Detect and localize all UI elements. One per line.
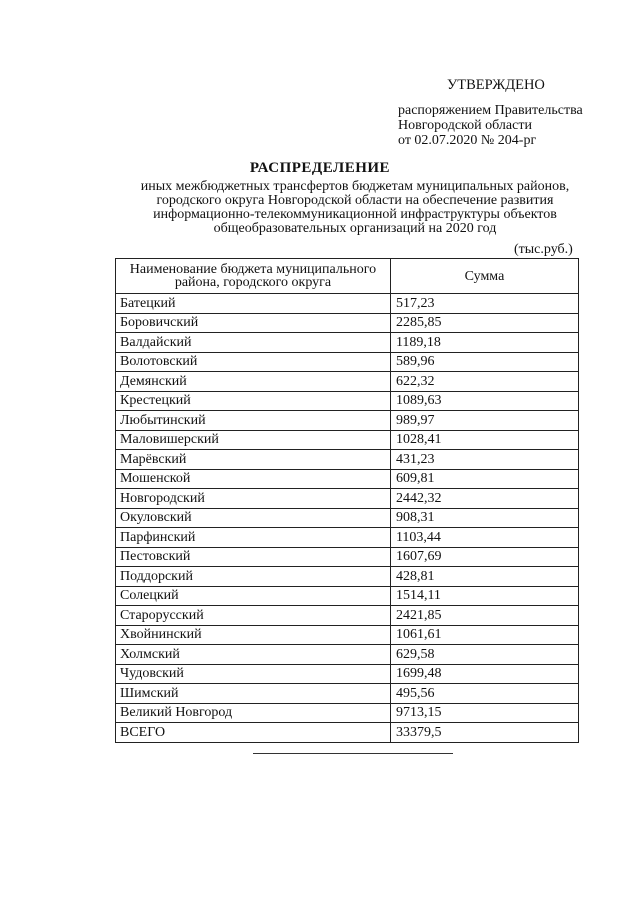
budget-name-cell: Волотовский bbox=[116, 352, 391, 372]
table-row bbox=[116, 528, 579, 548]
table-row bbox=[116, 723, 579, 743]
table-row bbox=[116, 294, 579, 314]
budget-name-cell: Мошенской bbox=[116, 469, 391, 489]
budget-name-cell: Марёвский bbox=[116, 450, 391, 470]
approval-line-1: распоряжением Правительства bbox=[398, 103, 583, 118]
table-row bbox=[116, 313, 579, 333]
budget-name-cell: Поддорский bbox=[116, 567, 391, 587]
approval-line-3: от 02.07.2020 № 204-рг bbox=[398, 133, 537, 148]
sum-cell: 9713,15 bbox=[390, 703, 578, 723]
sum-cell: 622,32 bbox=[390, 372, 578, 392]
budget-name-cell: Новгородский bbox=[116, 489, 391, 509]
subtitle-line-3: информационно-телекоммуникационной инфраструктуры объектов bbox=[153, 207, 557, 222]
approval-block bbox=[398, 78, 628, 148]
budget-name-cell: Великий Новгород bbox=[116, 703, 391, 723]
budget-name-cell: Хвойнинский bbox=[116, 625, 391, 645]
budget-name-cell: Валдайский bbox=[116, 333, 391, 353]
table-row bbox=[116, 508, 579, 528]
header-sum: Сумма bbox=[390, 259, 578, 294]
budget-name-cell: Пестовский bbox=[116, 547, 391, 567]
budget-name-cell: Крестецкий bbox=[116, 391, 391, 411]
approval-line-2: Новгородской области bbox=[398, 118, 532, 133]
table-row bbox=[116, 703, 579, 723]
table-row bbox=[116, 469, 579, 489]
sum-cell: 2421,85 bbox=[390, 606, 578, 626]
sum-cell: 1103,44 bbox=[390, 528, 578, 548]
table-row bbox=[116, 352, 579, 372]
sum-cell: 1028,41 bbox=[390, 430, 578, 450]
table-row bbox=[116, 372, 579, 392]
table-row bbox=[116, 391, 579, 411]
budget-name-cell: Батецкий bbox=[116, 294, 391, 314]
table-row bbox=[116, 450, 579, 470]
budget-name-cell: Старорусский bbox=[116, 606, 391, 626]
table-row bbox=[116, 645, 579, 665]
table-row bbox=[116, 586, 579, 606]
header-budget-name: Наименование бюджета муниципального района, городского округа bbox=[116, 259, 391, 294]
sum-cell: 1189,18 bbox=[390, 333, 578, 353]
table-row bbox=[116, 430, 579, 450]
table-row bbox=[116, 664, 579, 684]
budget-name-cell: Боровичский bbox=[116, 313, 391, 333]
sum-cell: 589,96 bbox=[390, 352, 578, 372]
table-row bbox=[116, 547, 579, 567]
document-title: РАСПРЕДЕЛЕНИЕ bbox=[249, 160, 391, 176]
sum-cell: 33379,5 bbox=[390, 723, 578, 743]
sum-cell: 2285,85 bbox=[390, 313, 578, 333]
table-header-row bbox=[116, 259, 579, 294]
table-row bbox=[116, 625, 579, 645]
table-row bbox=[116, 606, 579, 626]
budget-name-cell: ВСЕГО bbox=[116, 723, 391, 743]
budget-name-cell: Солецкий bbox=[116, 586, 391, 606]
sum-cell: 1061,61 bbox=[390, 625, 578, 645]
sum-cell: 609,81 bbox=[390, 469, 578, 489]
approval-heading: УТВЕРЖДЕНО bbox=[447, 77, 545, 93]
budget-name-cell: Чудовский bbox=[116, 664, 391, 684]
units-label: (тыс.руб.) bbox=[514, 242, 573, 257]
sum-cell: 428,81 bbox=[390, 567, 578, 587]
sum-cell: 517,23 bbox=[390, 294, 578, 314]
budget-name-cell: Окуловский bbox=[116, 508, 391, 528]
sum-cell: 1607,69 bbox=[390, 547, 578, 567]
table-row bbox=[116, 567, 579, 587]
table-row bbox=[116, 684, 579, 704]
distribution-table bbox=[115, 258, 579, 743]
budget-name-cell: Маловишерский bbox=[116, 430, 391, 450]
subtitle-line-1: иных межбюджетных трансфертов бюджетам муниципальных районов, bbox=[140, 179, 570, 194]
sum-cell: 908,31 bbox=[390, 508, 578, 528]
sum-cell: 1699,48 bbox=[390, 664, 578, 684]
sum-cell: 989,97 bbox=[390, 411, 578, 431]
budget-name-cell: Шимский bbox=[116, 684, 391, 704]
budget-name-cell: Демянский bbox=[116, 372, 391, 392]
end-divider bbox=[253, 753, 453, 754]
budget-name-cell: Любытинский bbox=[116, 411, 391, 431]
subtitle-line-4: общеобразовательных организаций на 2020 год bbox=[213, 221, 497, 236]
table-row bbox=[116, 411, 579, 431]
sum-cell: 495,56 bbox=[390, 684, 578, 704]
sum-cell: 1089,63 bbox=[390, 391, 578, 411]
subtitle-line-2: городского округа Новгородской области на обеспечение развития bbox=[156, 193, 554, 208]
sum-cell: 629,58 bbox=[390, 645, 578, 665]
sum-cell: 431,23 bbox=[390, 450, 578, 470]
budget-name-cell: Парфинский bbox=[116, 528, 391, 548]
document-subtitle bbox=[120, 180, 590, 236]
table-row bbox=[116, 489, 579, 509]
sum-cell: 1514,11 bbox=[390, 586, 578, 606]
table-row bbox=[116, 333, 579, 353]
budget-name-cell: Холмский bbox=[116, 645, 391, 665]
sum-cell: 2442,32 bbox=[390, 489, 578, 509]
